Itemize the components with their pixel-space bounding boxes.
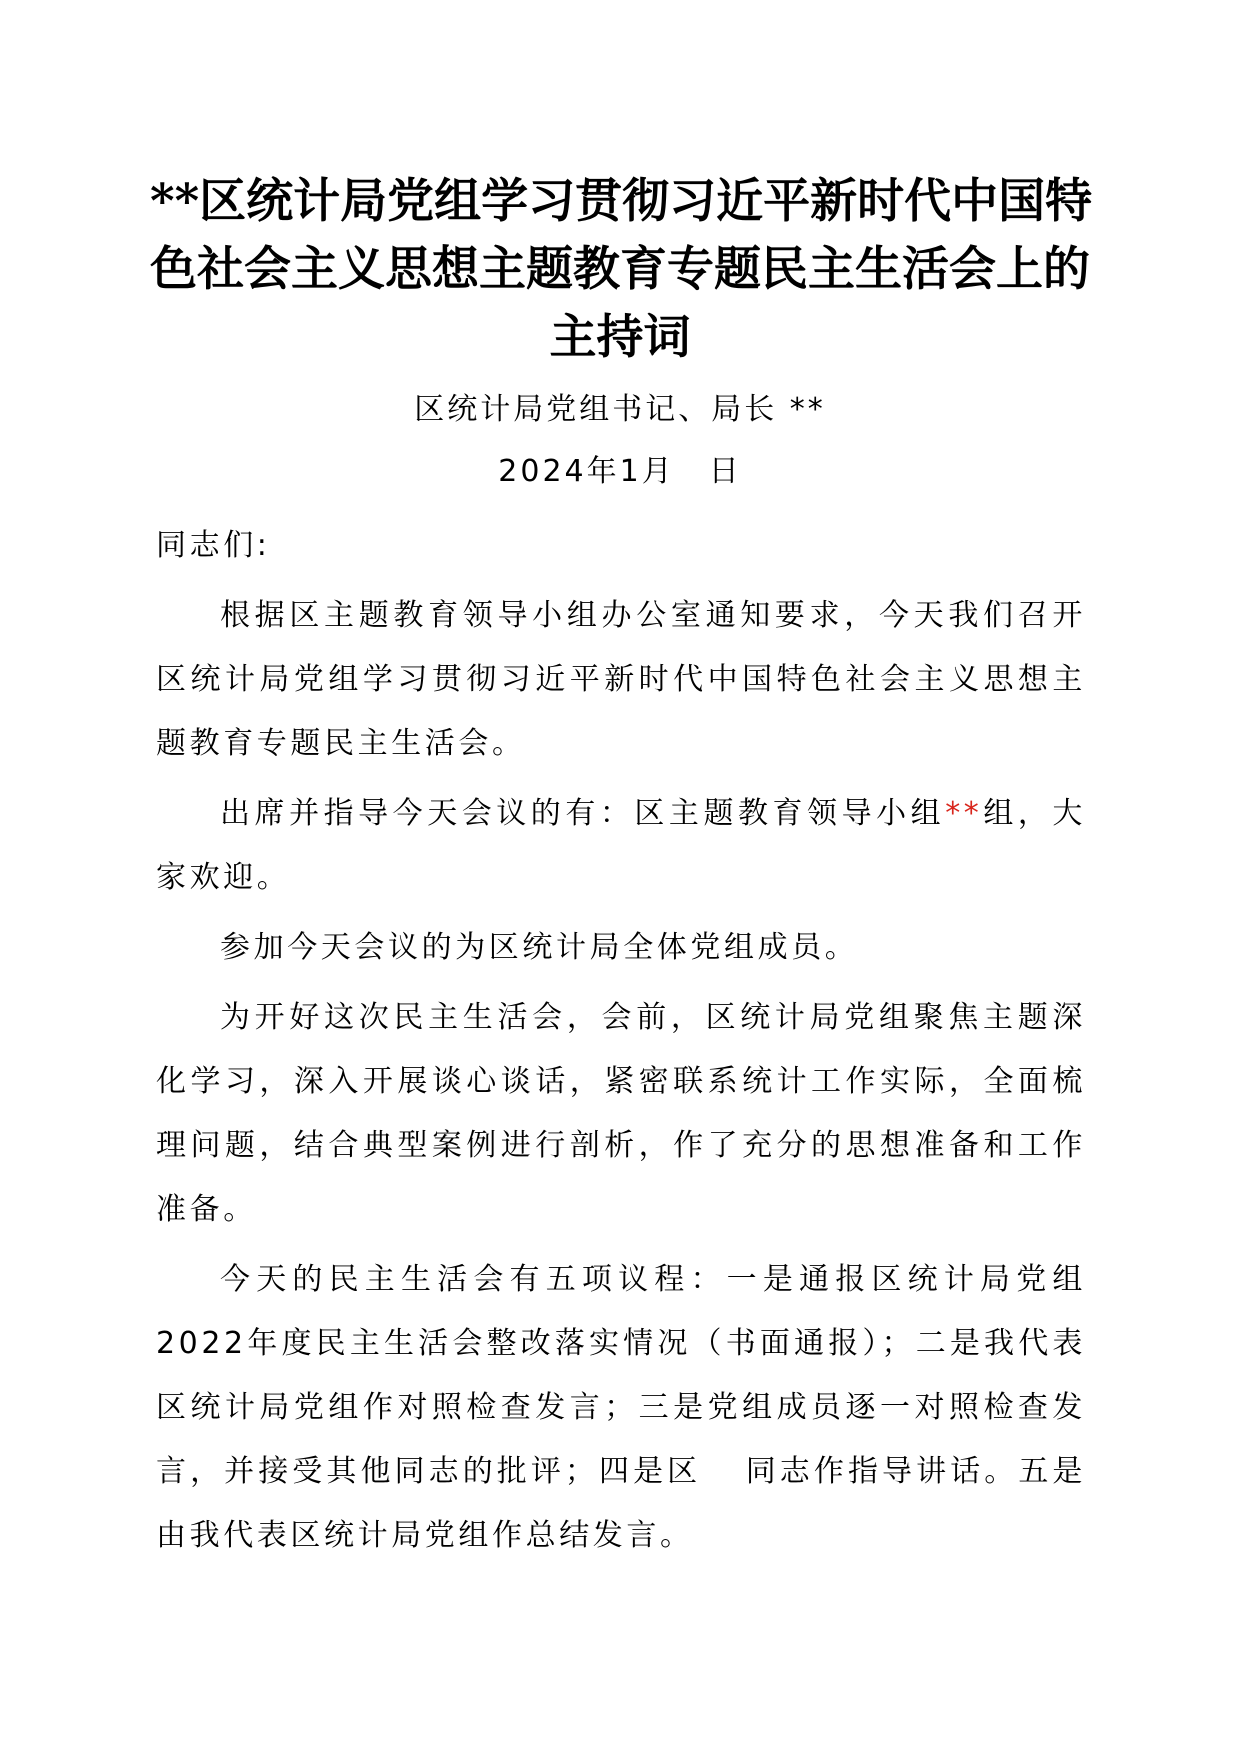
- title-line: 主持词: [549, 310, 691, 365]
- document-body: [156, 514, 1086, 1568]
- document-title: [150, 168, 1093, 372]
- paragraph-agenda: [156, 1248, 1086, 1568]
- paragraph-text: 今天的民主生活会有五项议程：一是通报区统计局党组2022年度民主生活会整改落实情况（书面通报）；二是我代表区统计局党组作对照检查发言；三是党组成员逐一对照检查发言，并接受其他同志的批评；四是区: [156, 1262, 1086, 1489]
- date-prefix: 2024年1月: [498, 454, 675, 489]
- title-line: 色社会主义思想主题教育专题民主生活会上的: [150, 242, 1090, 297]
- title-line: **区统计局党组学习贯彻习近平新时代中国特: [150, 174, 1093, 229]
- date-line: [150, 452, 1090, 492]
- paragraph-text: 出席并指导今天会议的有：区主题教育领导小组: [220, 796, 946, 831]
- paragraph-text: 组，大家欢迎。: [156, 796, 1086, 895]
- paragraph-meeting-purpose: 根据区主题教育领导小组办公室通知要求，今天我们召开区统计局党组学习贯彻习近平新时代中国特色社会主义思想主题教育专题民主生活会。: [156, 598, 1086, 761]
- paragraph-preparation: 为开好这次民主生活会，会前，区统计局党组聚焦主题深化学习，深入开展谈心谈话，紧密联系统计工作实际，全面梳理问题，结合典型案例进行剖析，作了充分的思想准备和工作准备。: [156, 1000, 1086, 1227]
- paragraph-attendees-guests: [156, 782, 1086, 910]
- salutation: 同志们:: [156, 528, 271, 563]
- paragraph-text: 同志作指导讲话。五是由我代表区统计局党组作总结发言。: [156, 1454, 1086, 1553]
- author-line: 区统计局党组书记、局长 **: [414, 392, 826, 427]
- date-suffix: 日: [708, 454, 742, 489]
- red-placeholder-mark: **: [945, 796, 983, 831]
- paragraph-attendees-members: 参加今天会议的为区统计局全体党组成员。: [220, 930, 859, 965]
